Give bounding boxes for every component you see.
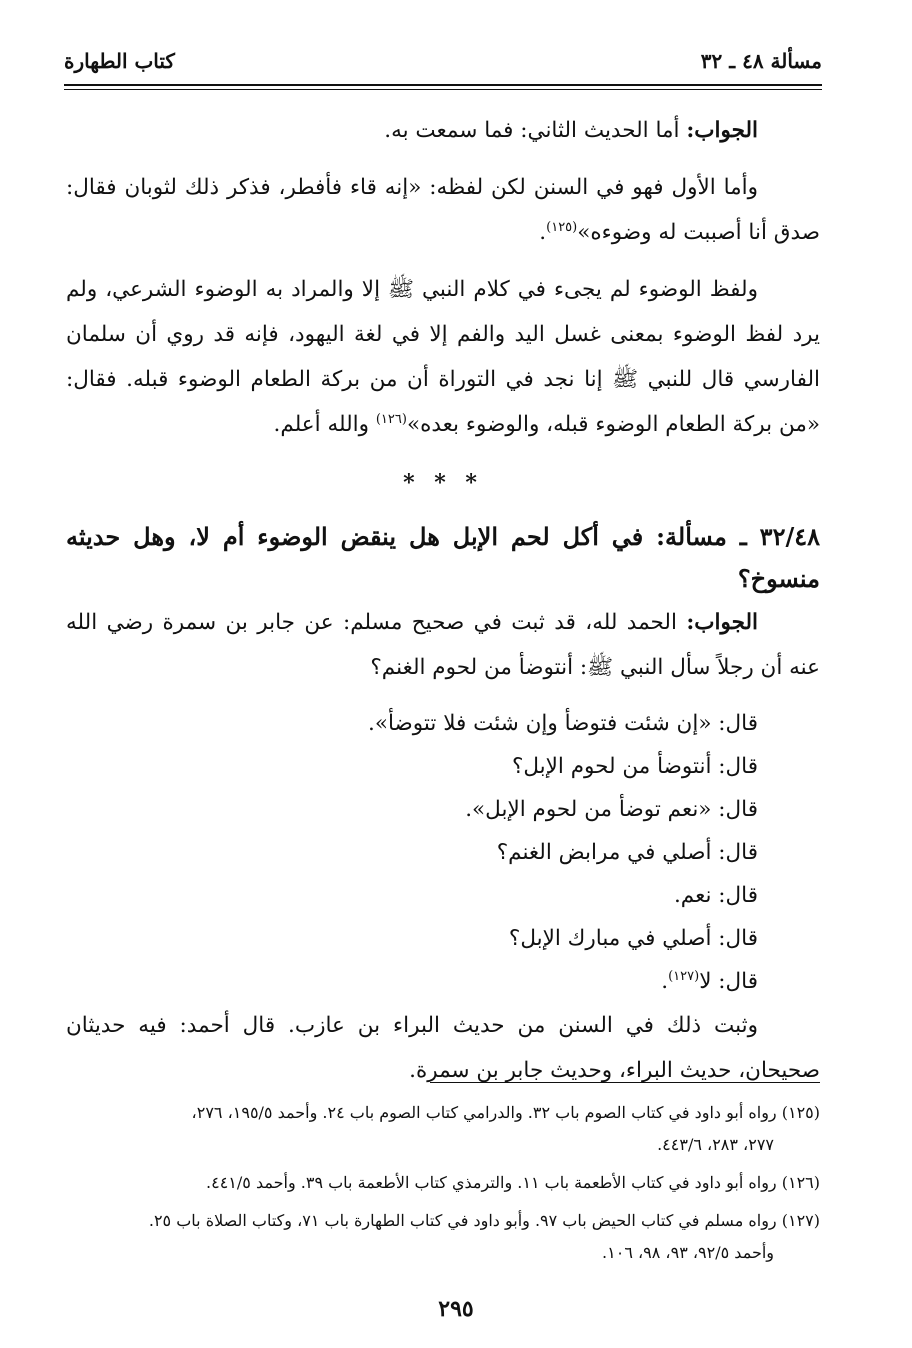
footnotes — [66, 1097, 820, 1275]
footnote-127: (١٢٧) رواه مسلم في كتاب الحيض باب ٩٧. وأبو داود في كتاب الطهارة باب ٧١، وكتاب الصلاة باب ٢٥. وأحمد ٩٢/٥، ٩٣، ٩٨، ١٠٦. — [148, 1211, 820, 1262]
dialogue-line: قال: أصلي في مبارك الإبل؟ — [508, 926, 758, 951]
answer-paragraph-2: الجواب: الحمد لله، قد ثبت في صحيح مسلم: عن جابر بن سمرة رضي الله عنه أن رجلاً سأل النبي ﷺ: أنتوضأ من لحوم الغنم؟ — [66, 610, 820, 680]
dialogue-line: قال: لا$^{(١٢٧)}$. — [661, 968, 758, 994]
paragraph-first-hadith: وأما الأول فهو في السنن لكن لفظه: «إنه قاء فأفطر، فذكر ذلك لثوبان فقال: صدق أنا أصببت له وضوءه»$^{(١٢٥)}$. — [66, 175, 820, 245]
answer-label: الجواب: — [686, 118, 758, 143]
header-rule-thick — [64, 84, 822, 86]
footnote-ref-125: (١٢٥) — [546, 219, 578, 235]
footnote-125: (١٢٥) رواه أبو داود في كتاب الصوم باب ٣٢. والدرامي كتاب الصوم باب ٢٤. وأحمد ١٩٥/٥، ٢٧٦، ٢٧٧، ٢٨٣، ٤٤٣/٦. — [191, 1103, 820, 1154]
header-book-label: كتاب الطهارة — [64, 49, 175, 73]
running-header — [64, 44, 822, 78]
header-section-label: مسألة ٤٨ ـ ٣٢ — [700, 49, 822, 73]
dialogue-line: قال: «إن شئت فتوضأ وإن شئت فلا تتوضأ». — [368, 711, 758, 736]
footnote-rule — [430, 1082, 820, 1083]
page-number: ٢٩٥ — [438, 1296, 474, 1322]
dialogue-line: قال: نعم. — [673, 883, 758, 908]
footnote-ref-126: (١٢٦) — [375, 411, 407, 427]
dialogue-list — [66, 702, 820, 1003]
issue-heading: ٣٢/٤٨ ـ مسألة: في أكل لحم الإبل هل ينقض الوضوء أم لا، وهل حديثه منسوخ؟ — [66, 522, 820, 593]
footnote-ref-127: (١٢٧) — [668, 968, 700, 984]
answer-label-2: الجواب: — [686, 610, 758, 635]
main-text — [66, 108, 820, 1093]
dialogue-line: قال: أصلي في مرابض الغنم؟ — [496, 840, 758, 865]
header-rule-thin — [64, 89, 822, 90]
dialogue-line: قال: أنتوضأ من لحوم الإبل؟ — [511, 754, 758, 779]
closing-paragraph: وثبت ذلك في السنن من حديث البراء بن عازب. قال أحمد: فيه حديثان صحيحان، حديث البراء، وحديث جابر بن سمرة. — [66, 1013, 820, 1083]
paragraph-wudu-meaning: ولفظ الوضوء لم يجىء في كلام النبي ﷺ إلا والمراد به الوضوء الشرعي، ولم يرد لفظ الوضوء بمعنى غسل اليد والفم إلا في لغة اليهود، فإنه قد روي أن سلمان الفارسي قال للنبي ﷺ إنا نجد في التوراة أن من بركة الطعام الوضوء قبله. فقال: «من بركة الطعام الوضوء قبله، والوضوء بعده»$^{(١٢٦)}$ والله أعلم. — [66, 277, 820, 437]
answer-paragraph — [66, 108, 820, 153]
answer-text: أما الحديث الثاني: فما سمعت به. — [384, 118, 687, 143]
footnote-126: (١٢٦) رواه أبو داود في كتاب الأطعمة باب ١١. والترمذي كتاب الأطعمة باب ٣٩. وأحمد ٤٤١/٥. — [206, 1173, 820, 1192]
dialogue-line: قال: «نعم توضأ من لحوم الإبل». — [465, 797, 758, 822]
section-separator: * * * — [403, 470, 483, 496]
